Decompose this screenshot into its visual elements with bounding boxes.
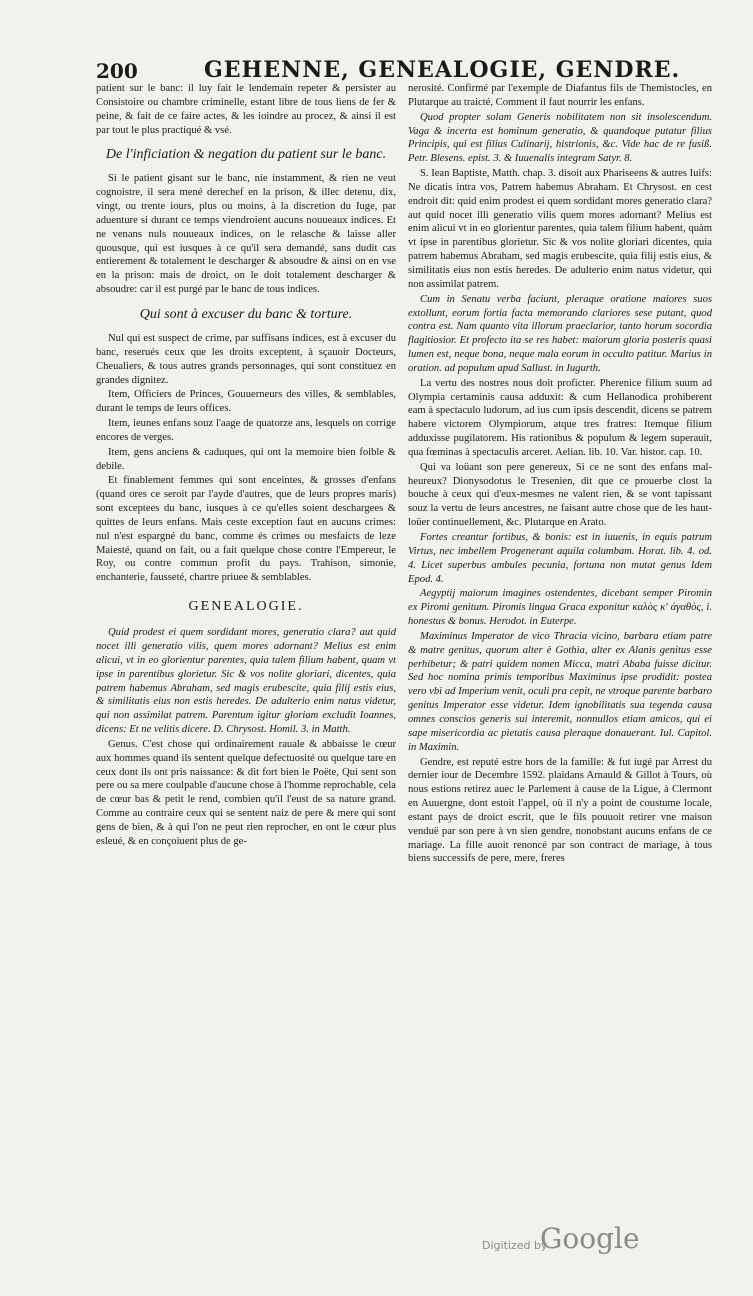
digitized-watermark <box>482 1222 682 1272</box>
left-paragraph: Nul qui est suspect de crime, par suffisans indices, est à excuser du banc, reserués ceux que les droits exceptent, à sçauoir Docteurs, Cheualiers, & tous autres grands personnages, qui sont constituez en grandes dignitez. <box>96 332 396 386</box>
section-title: De l'inficiation & negation du patient sur le banc. <box>105 147 387 163</box>
watermark-caption: Digitized by <box>482 1239 548 1252</box>
right-paragraph-latin: Maximinus Imperator de vico Thracia vicino, barbara etiam patre & matre genitus, quorum alter è Gothia, alter ex Alanis genitus esse perhibetur; & patri quidem nomen Micca, matri Ababa fuisse dicitur. Sed hoc nomina primis temporibus Maximinus ipse prodidit: postea vero vbi ad Imperium venit, oculi pra cepit, ne vtroque parente barbaro genitus Imperator esse videtur. Idem ignobilitatis sua tegenda causa omnes conscios generis sui interemit, nonnullos etiam amicos, qui ei sape misericordia ac pietatis causa pleraque donauerant. Iul. Capitol. in Maximin. <box>408 630 712 753</box>
running-title: GEHENNE, GENEALOGIE, GENDRE. <box>204 57 681 83</box>
left-paragraph: Item, Officiers de Princes, Gouuerneurs des villes, & semblables, durant le temps de leurs offices. <box>96 389 396 415</box>
right-paragraph: Gendre, est reputé estre hors de la famille: & fut iugé par Arrest du dernier iour de Decembre 1592. plaidans Arnauld & Gillot à Tours, où nous estions retirez auec le Parlement à cause de la Ligue, à Clermont en Auuergne, dont estoit l'appel, où il n'y a point de coustume locale, estant pays de droict escrit, que le fils pouuoit retirer vne maison venduë par son pere à vn sien gendre, nonobstant aucuns enfans de ce mariage. La fille auoit renoncé par son contract de mariage, à tous biens successifs de pere, mere, freres <box>408 756 712 865</box>
left-column <box>96 82 396 1162</box>
left-paragraph: Si le patient gisant sur le banc, nie instamment, & rien ne veut cognoistre, il sera mené derechef en la prison, & illec detenu, dix, vingt, ou trente iours, plus ou moins, à la discretion du Iuge, par aduenture si durant ce temps viendroient aucuns nouueaux indices. Et ne venans nuls nouueaux indices, on le relasche & laisse aller quousque, qui est iusques à ce qu'il sera demandé, sans dudit cas entierement & totalement le descharger & absoudre & ainsi on en vse en la prison: mais de droict, on le doit totalement descharger & absoudre: car il est purgé par le banc de tous indices. <box>96 173 396 296</box>
page-header <box>96 55 708 85</box>
right-paragraph: nerosité. Confirmé par l'exemple de Diafantus fils de Themistocles, en Plutarque au traicté, Comment il faut nourrir les enfans. <box>408 83 712 108</box>
left-paragraph: patient sur le banc: il luy fait le lendemain repeter & persister au Consistoire ou chambre criminelle, estant libre de tous liens de fer & peine, & fait de ce faire actes, & les ioindre au procez, & ainsi il est par tout le plus practiqué & vsé. <box>96 83 396 136</box>
google-logo: Google <box>540 1222 640 1255</box>
right-column <box>408 82 712 1162</box>
left-paragraph: Item, gens anciens & caduques, qui ont la memoire bien foible & debile. <box>96 446 396 472</box>
page-number: 200 <box>96 59 138 83</box>
left-paragraph-latin: Quid prodest ei quem sordidant mores, generatio clara? aut quid nocet illi generatio vilis, quem mores adornant? Melius est enim alicui, vt in eo glorientur parentes, quia talem filium habent, quam vt ipse in parentibus glorietur. Sic & vos nolite gloriari, dicentes, quia patrem habemus Abraham, sed magis erubescite, quia filij estis eius, & similitatis eius non estis heredes. De adulterio enim natus videtur, qui non assimilat patrem. Parentum igitur gloriam excludit Ioannes, dicens: Et ne velitis dicere. D. Chrysost. Homil. 3. in Matth. <box>96 627 396 736</box>
right-paragraph-latin: Cum in Senatu verba faciunt, pleraque oratione maiores suos extollunt, eorum fortia facta memorando clariores sese putant, quod contra est. Nam quanto vita illorum praeclarior, tanto horum socordia flagitiosior. Et profecto ita se res habet: maiorum gloria posteris quasi lumen est, neque bona, neque mala eorum in occulto patitur. Marius in oration. ad populum apud Sallust. in Iugurth. <box>408 293 712 374</box>
left-paragraph: Et finablement femmes qui sont enceintes, & grosses d'enfans (quand ores ce seroit par l'ayde d'autres, que de leurs propres maris) sont exceptees du banc, iusques à ce qu'elles soient deschargees & quittes de leurs enfans. Mais ceste exception faut en aucuns crimes: nul n'est espargné du banc, comme és crimes ou mesfaicts de leze Maiesté, quand on fait, ou a fait quelque chose contre l'Empereur, le Roy, ou contre commun profit du pays. Trahison, simonie, enchanterie, fausseté, chartre priuee & semblables. <box>96 475 396 584</box>
section-title: GENEALOGIE. <box>188 599 304 615</box>
left-paragraph: Item, ieunes enfans souz l'aage de quatorze ans, lesquels on corrige encores de verges. <box>96 418 396 443</box>
right-paragraph: Qui va loüant son pere genereux, Si ce ne sont des enfans mal-heureux? Dionysodotus le Tresenien, dit que ce prouerbe clost la bouche à ceux qui d'eux-mesmes ne valent rien, & se vont tapissant souz la vertu de leurs ancestres, ne faisant autre chose que de les haut-loüer continuellement, &c. Plutarque en Arato. <box>408 461 712 529</box>
left-paragraph: Genus. C'est chose qui ordinairement rauale & abbaisse le cœur aux hommes quand ils sentent quelque defectuosité ou quelque tare en ceux dont ils ont pris naissance: & dit fort bien le Poëte, Qui sent son pere ou sa mere coulpable d'aucune chose à l'homme reprochable, cela de cœur bas & petit le rend, combien qu'il l'eust de sa nature grand. Comme au contraire ceux qui se sentent naiz de pere & mere qui sont gens de bien, & à qui l'on ne peut rien reprocher, en ont le cœur plus esleué, & en conçoiuent plus de ge- <box>96 738 396 847</box>
section-title: Qui sont à excuser du banc & torture. <box>139 306 353 322</box>
right-paragraph-latin: Aegyptij maiorum imagines ostendentes, dicebant semper Piromin ex Piromi genitum. Piromis lingua Graca exponitur καλὸς κ' ἀγαθὸς, i. honestus & bonus. Herodot. in Euterpe. <box>408 588 712 628</box>
right-paragraph-latin: Quod propter solam Generis nobilitatem non sit insolescendum. Vaga & incerta est hominum generatio, & quandoque putatur filius Principis, qui est filius Culinarij, histrionis, &c. Vide hac de re fusiß. Petr. Blesens. epist. 3. & Iuuenalis integram Satyr. 8. <box>408 111 712 165</box>
right-paragraph: S. Iean Baptiste, Matth. chap. 3. disoit aux Phariseens & autres Iuifs: Ne dicatis intra vos, Patrem habemus Abraham. Et Chrysost. en cest endroit dit: quid enim prodest ei quem sordidant mores generatio clara? aut quid nocet illi generatio vilis quem mores adornant? Melius est enim alicui vt in eo glorientur parentes, quia talem filium habent, quàm vt ipse in parentibus glorietur. Sic & vos nolite gloriari dicentes, quia patrem habemus Abraham, sed magis erubescite, quia filij estis eius, & similitatis eius non estis heredes. De adulterio enim natus videtur, qui non assimilat patrem. <box>408 168 712 290</box>
right-paragraph-latin: Fortes creantur fortibus, & bonis: est in iuuenis, in equis patrum Virtus, nec imbellem Progenerant aquila columbam. Horat. lib. 4. od. 4. Licet superbus ambules pecunia, fortuna non mutat genus Idem Epod. 4. <box>408 532 712 585</box>
right-paragraph: La vertu des nostres nous doit proficter. Pherenice filium suum ad Olympia certaminis causa adduxit: & cum Hellanodica prohiberent eam à spectaculo ludorum, ad ius cum ipsis descendit, dicens se patrem habere victorem Olympiorum, atque tres fratres: Itemque filium adduxisse pugilatorem. His rationibus & populum & legem superauit, qua fœminas à spectaculis arceret. Aelian. lib. 10. Var. histor. cap. 10. <box>408 377 712 458</box>
